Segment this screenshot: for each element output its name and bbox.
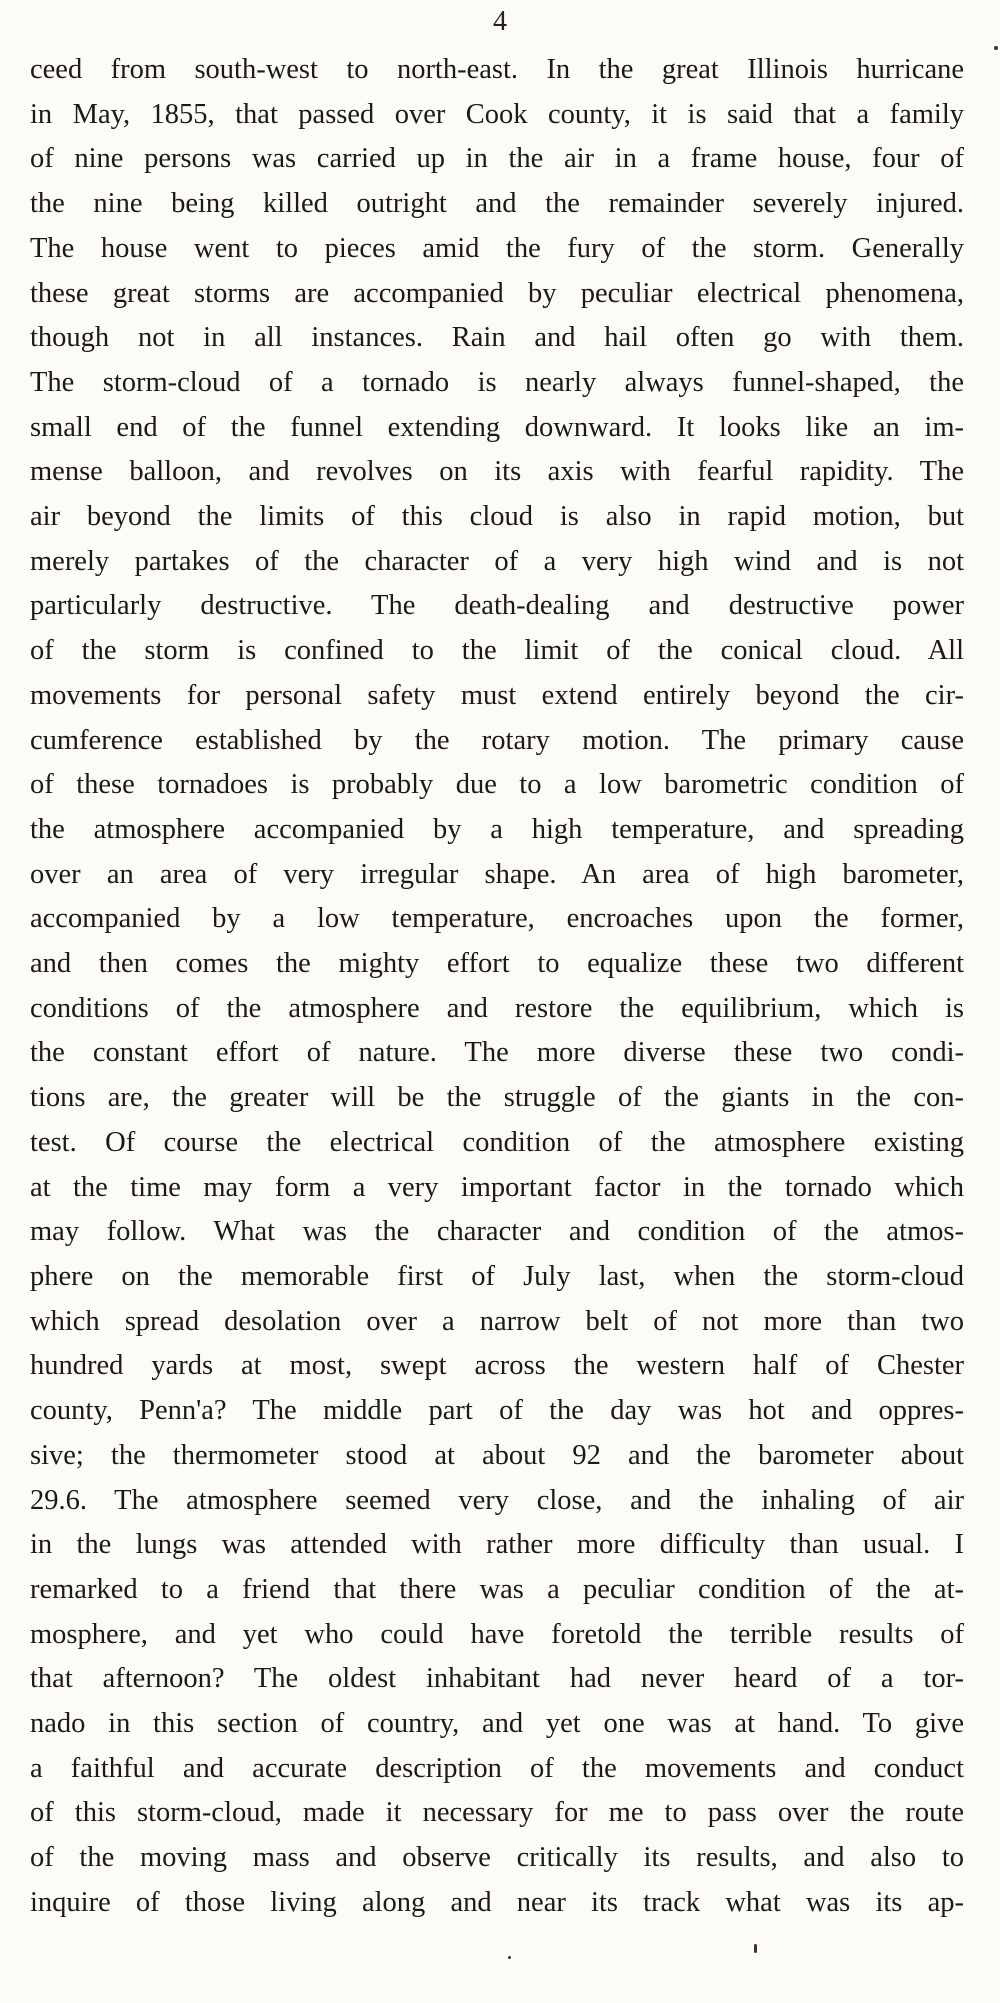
text-line: phere on the memorable first of July last, when the storm-cloud xyxy=(30,1260,964,1292)
text-line: which spread desolation over a narrow belt of not more than two xyxy=(30,1305,964,1337)
text-line: ceed from south-west to north-east. In the great Illinois hurricane xyxy=(30,54,964,85)
text-line: remarked to a friend that there was a peculiar condition of the at- xyxy=(30,1573,964,1605)
text-line: at the time may form a very important factor in the tornado which xyxy=(30,1171,964,1203)
text-line: hundred yards at most, swept across the western half of Chester xyxy=(30,1350,964,1382)
body-text xyxy=(0,48,1000,1926)
text-line: of the storm is confined to the limit of the conical cloud. All xyxy=(30,635,964,667)
text-line: of nine persons was carried up in the air in a frame house, four of xyxy=(30,143,964,175)
text-line: merely partakes of the character of a very high wind and is not xyxy=(30,545,964,577)
text-line: of these tornadoes is probably due to a low barometric condition of xyxy=(30,769,964,801)
text-line: sive; the thermometer stood at about 92 and the barometer about xyxy=(30,1439,964,1471)
text-line: the atmosphere accompanied by a high temperature, and spreading xyxy=(30,813,964,845)
text-line: 29.6. The atmosphere seemed very close, and the inhaling of air xyxy=(30,1484,964,1516)
scan-speck xyxy=(994,46,998,50)
text-line: in May, 1855, that passed over Cook county, it is said that a family xyxy=(30,98,964,130)
text-line: the nine being killed outright and the remainder severely injured. xyxy=(30,188,964,220)
text-line: test. Of course the electrical condition of the atmosphere existing xyxy=(30,1126,964,1158)
text-line: mosphere, and yet who could have foretold the terrible results of xyxy=(30,1618,964,1650)
text-line: county, Penn'a? The middle part of the day was hot and oppres- xyxy=(30,1395,964,1427)
text-line: may follow. What was the character and condition of the atmos- xyxy=(30,1216,964,1248)
page-number: 4 xyxy=(493,6,507,37)
text-line: nado in this section of country, and yet one was at hand. To give xyxy=(30,1708,964,1740)
text-line: inquire of those living along and near its track what was its ap- xyxy=(30,1886,964,1918)
text-line: these great storms are accompanied by peculiar electrical phenomena, xyxy=(30,277,964,309)
text-line: movements for personal safety must extend entirely beyond the cir- xyxy=(30,679,964,711)
text-line: a faithful and accurate description of the movements and conduct xyxy=(30,1752,964,1784)
scan-speck xyxy=(754,1944,757,1953)
text-line: small end of the funnel extending downward. It looks like an im- xyxy=(30,411,964,443)
text-line: and then comes the mighty effort to equalize these two different xyxy=(30,948,964,980)
text-line: mense balloon, and revolves on its axis with fearful rapidity. The xyxy=(30,456,964,488)
text-line: cumference established by the rotary motion. The primary cause xyxy=(30,724,964,756)
text-line: The storm-cloud of a tornado is nearly always funnel-shaped, the xyxy=(30,366,964,398)
text-line: air beyond the limits of this cloud is also in rapid motion, but xyxy=(30,501,964,533)
text-line: particularly destructive. The death-dealing and destructive power xyxy=(30,590,964,622)
text-line: The house went to pieces amid the fury of the storm. Generally xyxy=(30,232,964,264)
text-line: though not in all instances. Rain and hail often go with them. xyxy=(30,322,964,354)
text-line: of this storm-cloud, made it necessary for me to pass over the route xyxy=(30,1797,964,1829)
text-line: accompanied by a low temperature, encroaches upon the former, xyxy=(30,903,964,935)
text-line: in the lungs was attended with rather more difficulty than usual. I xyxy=(30,1529,964,1561)
text-line: of the moving mass and observe critically its results, and also to xyxy=(30,1842,964,1874)
text-line: tions are, the greater will be the struggle of the giants in the con- xyxy=(30,1082,964,1114)
scan-speck xyxy=(508,1956,511,1959)
text-line: the constant effort of nature. The more diverse these two condi- xyxy=(30,1037,964,1069)
text-line: that afternoon? The oldest inhabitant had never heard of a tor- xyxy=(30,1663,964,1695)
text-line: over an area of very irregular shape. An area of high barometer, xyxy=(30,858,964,890)
text-line: conditions of the atmosphere and restore the equilibrium, which is xyxy=(30,992,964,1024)
